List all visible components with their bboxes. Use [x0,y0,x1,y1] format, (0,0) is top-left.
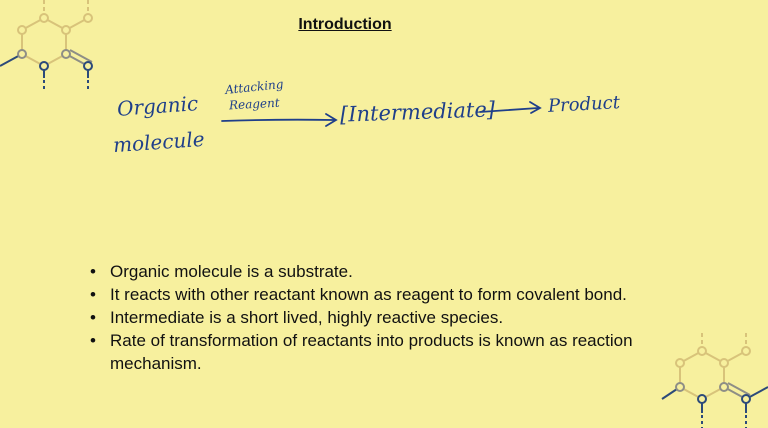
scheme-product: Product [547,92,621,117]
bullet-item: • It reacts with other reactant known as reagent to form covalent bond. [88,283,648,306]
scheme-reagent-line2: Reagent [228,95,280,113]
bullet-item: • Rate of transformation of reactants into products is known as reaction mechanism. [88,329,648,375]
bullet-list [88,260,648,375]
bullet-item: • Intermediate is a short lived, highly reactive species. [88,306,648,329]
reaction-arrow-to-intermediate [222,120,334,121]
scheme-reagent-line1: Attacking [224,76,285,98]
scheme-substrate-line1: Organic [116,91,199,121]
scheme-substrate-line2: molecule [112,126,206,158]
reaction-arrow-to-product [480,108,538,112]
page-title-text: Introduction [298,16,392,33]
scheme-intermediate: [Intermediate] [339,97,496,127]
bullet-item: • Organic molecule is a substrate. [88,260,648,283]
